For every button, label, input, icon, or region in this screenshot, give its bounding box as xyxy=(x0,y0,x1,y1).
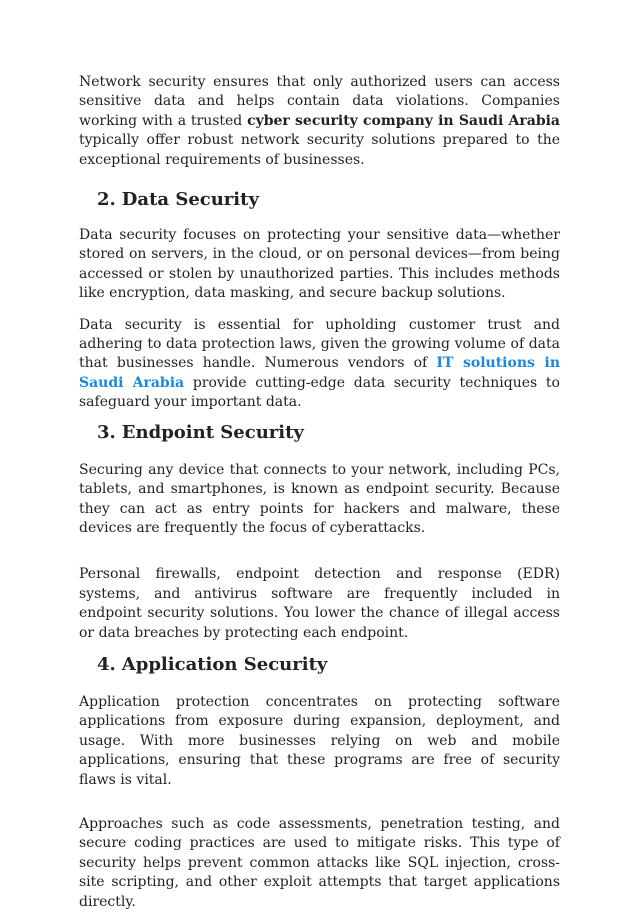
endpoint-security-paragraph-2: Personal firewalls, endpoint detection and response (EDR) systems, and antivirus software are frequently included in endpoint security solutions. You lower the chance of illegal access or data breaches by protecting each endpoint. xyxy=(79,566,560,641)
heading-endpoint-security xyxy=(79,421,560,445)
intro-bold-phrase: cyber security company in Saudi Arabia xyxy=(247,112,560,129)
data-security-paragraph-1: Data security focuses on protecting your sensitive data—whether stored on servers, in the cloud, or on personal devices—from being accessed or stolen by unauthorized parties. This includes methods like encryption, data masking, and secure backup solutions. xyxy=(79,227,560,302)
heading-number: 3. xyxy=(97,421,116,443)
document-page xyxy=(79,73,560,912)
heading-title: Application Security xyxy=(121,653,328,675)
application-security-paragraph-1: Application protection concentrates on protecting software applications from exposure during expansion, deployment, and usage. With more businesses relying on web and mobile applications, ensuring that these programs are free of security flaws is vital. xyxy=(79,693,560,788)
application-security-paragraph-2: Approaches such as code assessments, penetration testing, and secure coding practices are used to mitigate risks. This type of security helps prevent common attacks like SQL injection, cross-site scripting, and other exploit attempts that target applications directly. xyxy=(79,815,560,910)
heading-title: Endpoint Security xyxy=(121,421,304,443)
intro-text-a: Network security ensures that only authorized users can access sensitive data and helps contain data violations. Companies working with a trusted xyxy=(79,74,560,129)
it-solutions-link[interactable]: IT solutions in Saudi Arabia xyxy=(79,355,560,391)
data-security-paragraph-2 xyxy=(79,316,560,413)
heading-application-security xyxy=(79,653,560,677)
endpoint-security-paragraph-1: Securing any device that connects to your network, including PCs, tablets, and smartphones, is known as endpoint security. Because they can act as entry points for hackers and malware, these devices are frequently the focus of cyberattacks. xyxy=(79,461,560,536)
heading-data-security xyxy=(79,188,560,212)
data-security-text-a: Data security is essential for upholding customer trust and adhering to data protection laws, given the growing volume of data that businesses handle. Numerous vendors of xyxy=(79,316,560,372)
heading-number: 4. xyxy=(97,653,116,675)
intro-paragraph xyxy=(79,73,560,170)
heading-title: Data Security xyxy=(121,189,259,211)
heading-number: 2. xyxy=(97,189,116,211)
intro-text-b: typically offer robust network security solutions prepared to the exceptional requirements of businesses. xyxy=(79,132,560,168)
data-security-text-b: provide cutting-edge data security techniques to safeguard your important data. xyxy=(79,374,560,411)
